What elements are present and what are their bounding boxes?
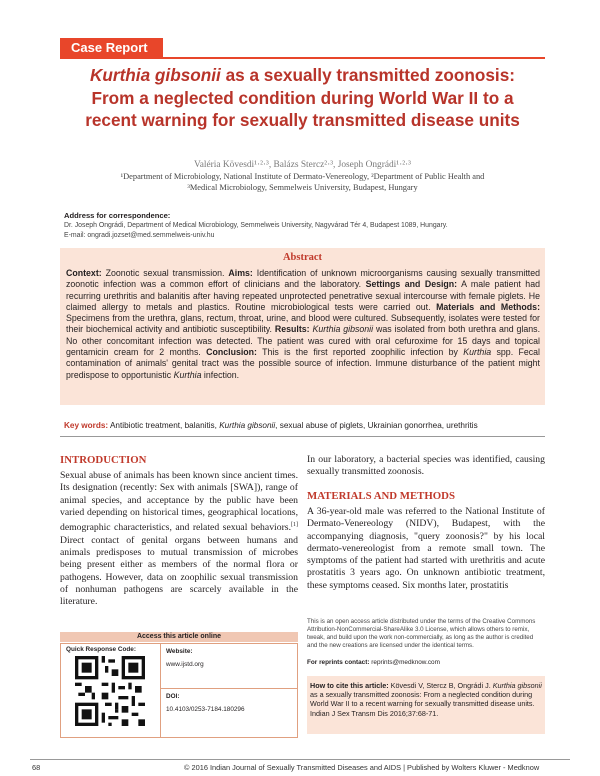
title-line3: recent warning for sexually transmitted disease units — [85, 110, 520, 130]
qr-code-icon[interactable] — [75, 656, 145, 726]
header-rule — [60, 57, 545, 59]
conclusion-genus: Kurthia — [463, 347, 492, 358]
howto-species: Kurthia gibsonii — [492, 681, 542, 690]
methods-text: A 36-year-old male was referred to the National Institute of Dermato-Venereology (NIDV), Budapest, with the accompanying diagnosis, "query zoonosis?" by his local dermato-venereologist from a remote small town. The symptoms of the patient had started with urethritis and acute prostatitis 3 years ago. On unknown antibiotic treatment, these symptoms ceased. Six months later, prostatitis — [307, 506, 545, 591]
qr-label: Quick Response Code: — [66, 646, 136, 653]
keywords-species: Kurthia gibsonii — [219, 421, 276, 430]
intro-text-b: Direct contact of genital organs between humans and animals predisposes to mutual transmission of microbes being present either as members of the normal flora or pathogens. However, data on zoophilic sexual transmission of nonhuman pathogens are scarcely available in the literature. — [60, 534, 298, 608]
conclusion-text-c: infection. — [201, 369, 240, 380]
article-title — [60, 64, 545, 132]
correspondence-email[interactable]: E-mail: ongradi.jozset@med.semmelweis-univ.hu — [64, 232, 215, 239]
howto-b: as a sexually transmitted zoonosis: From a neglected condition during World War II to a recent warning for sexually transmitted disease units. Indian J Sex Transm Dis 2016;37:68-71. — [310, 690, 535, 718]
doi-label: DOI: — [166, 693, 180, 700]
access-divider-h — [160, 688, 298, 689]
article-type-tag: Case Report — [60, 38, 163, 57]
methods-label: Materials and Methods: — [436, 301, 541, 312]
title-species: Kurthia gibsonii — [89, 65, 221, 85]
abstract-text — [66, 268, 540, 381]
keywords-a: Antibiotic treatment, balanitis, — [108, 421, 220, 430]
affiliation-1: ¹Department of Microbiology, National Institute of Dermato-Venereology, ²Department of Public Health and — [120, 172, 485, 181]
howto-cite — [310, 681, 542, 718]
results-text: was isolated from both urethra and glans. No other concomitant infection was detected. The patient was cured with oral cefuroxime for 15 days and topical gentamicin cream for 2 months. — [66, 324, 541, 358]
conclusion-label: Conclusion: — [206, 347, 257, 358]
intro-text — [60, 470, 298, 609]
keywords — [64, 421, 544, 430]
correspondence-address: Dr. Joseph Ongrádi, Department of Medical Microbiology, Semmelweis University, Nagyvárad Tér 4, Budapest 1089, Hungary. — [64, 222, 448, 229]
abstract-heading: Abstract — [282, 252, 323, 263]
intro-continued: In our laboratory, a bacterial species was identified, causing sexually transmitted zoonosis. — [307, 454, 545, 478]
conclusion-genus-2: Kurthia — [173, 369, 202, 380]
methods-text: Specimens from the urethra, glans, rectum, throat, urine, and blood were cultured. Subsequently, isolates were tested for their biochemical activity and antibiotic susceptibility. — [66, 313, 540, 335]
page-number: 68 — [32, 763, 41, 772]
affiliation-2: ³Medical Microbiology, Semmelweis University, Budapest, Hungary — [187, 183, 418, 192]
context-text: Zoonotic sexual transmission. — [101, 268, 229, 278]
title-line1: as a sexually transmitted zoonosis: — [220, 65, 515, 85]
conclusion-text-b: spp. Fecal contamination of animals' genital tract was the possible source of infection. Immune disturbance of the patient might predispose to opportunistic — [66, 347, 540, 380]
aims-text: Identification of unknown microorganisms causing sexually transmitted zoonotic infection was a common effort of clinicians and the laboratory. — [66, 268, 541, 290]
intro-ref[interactable]: [1] — [291, 522, 298, 529]
keywords-b: , sexual abuse of piglets, Ukrainian gonorrhea, urethritis — [275, 421, 478, 430]
conclusion-text-a: This is the first reported zoophilic infection by — [256, 347, 464, 358]
howto-label: How to cite this article: — [310, 681, 389, 690]
footer-text: © 2016 Indian Journal of Sexually Transmitted Diseases and AIDS | Published by Wolters Kluwer - Medknow — [184, 763, 540, 772]
section-divider — [60, 436, 545, 437]
results-label: Results: — [274, 324, 310, 335]
correspondence-heading: Address for correspondence: — [64, 211, 171, 220]
author-list: Valéria Kövesdi¹·²·³, Balázs Stercz²·³, Joseph Ongrádi¹·²·³ — [194, 160, 411, 170]
intro-text-a: Sexual abuse of animals has been known since ancient times. Its designation (recently: Sex with animals [SWA]), range of animal species, and acceptance by the public have been varied depending on historical times, geographical locations, demographic characteristics, and related sexual behaviors. — [60, 470, 298, 534]
keywords-label: Key words: — [64, 421, 109, 430]
doi-value[interactable]: 10.4103/0253-7184.180296 — [166, 706, 245, 713]
intro-heading: INTRODUCTION — [60, 454, 147, 466]
howto-a: Kövesdi V, Stercz B, Ongrádi J. — [388, 681, 493, 690]
settings-text: A male patient had recurring urethritis and balanitis after having repeated unprotected penetrative sexual intercourse with female piglets. He claimed allergy to metals and plastics. Routine microbiological tests were carried out. — [66, 279, 540, 312]
website-label: Website: — [166, 648, 193, 655]
title-line2: From a neglected condition during World War II to a — [91, 87, 514, 108]
reprints-label: For reprints contact: — [307, 659, 370, 666]
context-label: Context: — [66, 268, 102, 278]
reprints-email[interactable]: reprints@medknow.com — [369, 659, 440, 666]
results-species: Kurthia gibsonii — [309, 324, 374, 335]
settings-label: Settings and Design: — [365, 279, 458, 290]
website-link[interactable]: www.ijstd.org — [166, 661, 204, 668]
access-heading: Access this article online — [60, 632, 298, 642]
license-text: This is an open access article distributed under the terms of the Creative Commons Attribution-NonCommercial-ShareAlike 3.0 License, which allows others to remix, tweak, and build upon the work non-commercially, as long as the author is credited and the new creations are licensed under the identical terms. — [307, 618, 536, 649]
footer-rule — [30, 759, 570, 760]
methods-heading: MATERIALS AND METHODS — [307, 490, 455, 502]
aims-label: Aims: — [228, 268, 253, 278]
reprints — [307, 659, 440, 666]
access-divider-v — [160, 643, 161, 738]
